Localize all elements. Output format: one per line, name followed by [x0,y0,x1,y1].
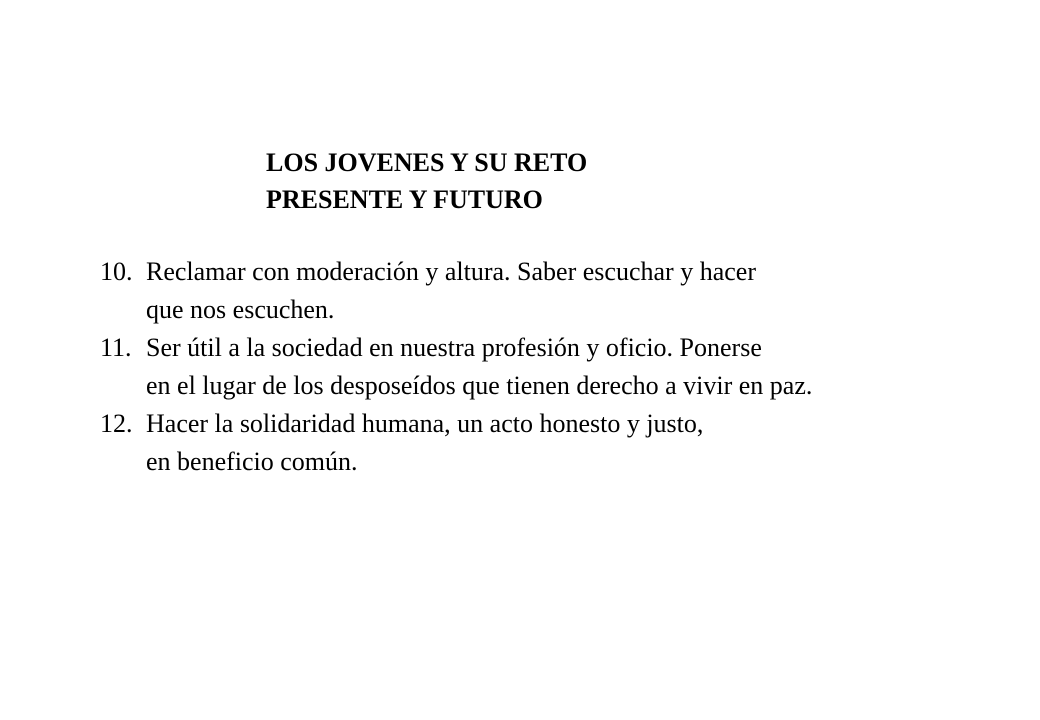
item-text [146,405,703,481]
item-text-line: Hacer la solidaridad humana, un acto honesto y justo, [146,409,704,438]
document-title [266,144,587,218]
item-number: 10. [100,257,133,286]
list-item-10 [100,253,812,329]
item-text-line: Reclamar con moderación y altura. Saber escuchar y hacer [146,257,756,286]
list-item-11 [100,329,812,405]
list-item-12 [100,405,812,481]
item-text-line: en el lugar de los desposeídos que tienen derecho a vivir en paz. [146,371,813,400]
item-number: 12. [100,409,133,438]
item-text-line: que nos escuchen. [146,295,335,324]
numbered-list [100,253,812,481]
item-text [146,253,756,329]
title-line-1: LOS JOVENES Y SU RETO [266,148,588,177]
item-text [146,329,812,405]
item-number: 11. [100,333,132,362]
title-line-2: PRESENTE Y FUTURO [266,185,543,214]
item-text-line: Ser útil a la sociedad en nuestra profesión y oficio. Ponerse [146,333,762,362]
item-text-line: en beneficio común. [146,447,358,476]
